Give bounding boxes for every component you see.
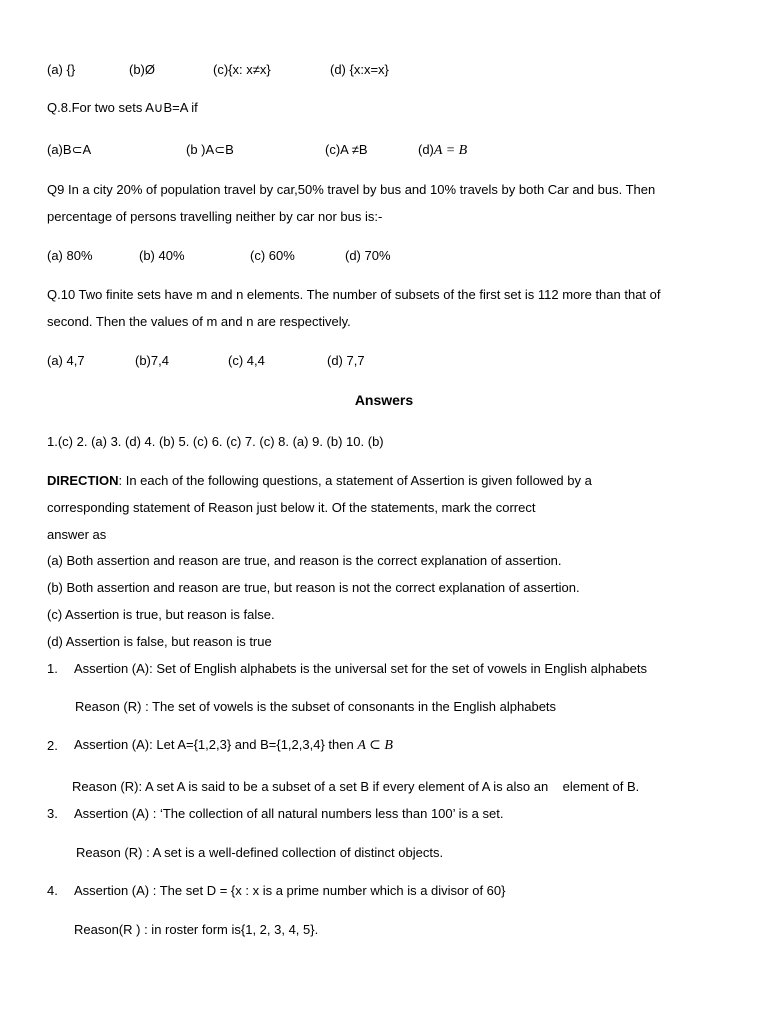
q10-question-line1: Q.10 Two finite sets have m and n elements. The number of subsets of the first set is 112 more than that of [47, 287, 661, 302]
direction-line1 [47, 473, 592, 488]
q8-option-d [418, 142, 467, 159]
q9-option-c: (c) 60% [250, 248, 295, 263]
q7-option-a: (a) {} [47, 62, 76, 77]
q10-option-b: (b)7,4 [135, 353, 169, 368]
direction-option-a: (a) Both assertion and reason are true, and reason is the correct explanation of assertion. [47, 553, 562, 568]
ar-1-reason: Reason (R) : The set of vowels is the subset of consonants in the English alphabets [75, 699, 557, 714]
ar-2-number: 2. [47, 738, 58, 753]
q10-question-line2: second. Then the values of m and n are respectively. [47, 314, 351, 329]
q8-option-d-prefix: (d) [418, 142, 434, 157]
q7-option-d: (d) {x:x=x} [330, 62, 389, 77]
ar-3-number: 3. [47, 806, 58, 821]
ar-4-reason: Reason(R ) : in roster form is{1, 2, 3, 4, 5}. [74, 922, 319, 937]
ar-3-reason: Reason (R) : A set is a well-defined collection of distinct objects. [76, 845, 444, 860]
q10-option-d: (d) 7,7 [327, 353, 365, 368]
ar-1-assertion: Assertion (A): Set of English alphabets is the universal set for the set of vowels in English alphabets [74, 661, 648, 676]
q7-option-c: (c){x: x≠x} [213, 62, 271, 77]
answers-list: 1.(c) 2. (a) 3. (d) 4. (b) 5. (c) 6. (c) 7. (c) 8. (a) 9. (b) 10. (b) [47, 434, 384, 449]
direction-option-d: (d) Assertion is false, but reason is true [47, 634, 272, 649]
q9-option-b: (b) 40% [139, 248, 185, 263]
q8-question: Q.8.For two sets A∪B=A if [47, 100, 198, 115]
ar-2-assertion: Assertion (A): Let A={1,2,3} and B={1,2,3,4} then [74, 737, 354, 752]
q9-question-line1: Q9 In a city 20% of population travel by car,50% travel by bus and 10% travels by both Car and bus. Then [47, 182, 656, 197]
answers-heading: Answers [354, 392, 414, 408]
q8-option-d-math: A = B [433, 143, 468, 158]
direction-line2: corresponding statement of Reason just below it. Of the statements, mark the correct [47, 500, 536, 515]
q9-option-d: (d) 70% [345, 248, 391, 263]
ar-4-number: 4. [47, 883, 58, 898]
direction-line3: answer as [47, 527, 107, 542]
q8-option-a: (a)B⊂A [47, 142, 92, 157]
ar-2-assertion-math: A ⊂ B [357, 738, 393, 753]
q8-option-b: (b )A⊂B [186, 142, 234, 157]
ar-2-reason: Reason (R): A set A is said to be a subset of a set B if every element of A is also an element of B. [72, 779, 640, 794]
q7-option-b: (b)Ø [129, 62, 155, 77]
direction-line1-text: : In each of the following questions, a statement of Assertion is given followed by a [118, 473, 592, 488]
ar-2-assertion-line [74, 737, 393, 754]
q9-option-a: (a) 80% [47, 248, 93, 263]
ar-4-assertion: Assertion (A) : The set D = {x : x is a prime number which is a divisor of 60} [74, 883, 506, 898]
direction-label: DIRECTION [47, 473, 119, 488]
direction-option-c: (c) Assertion is true, but reason is false. [47, 607, 275, 622]
direction-option-b: (b) Both assertion and reason are true, but reason is not the correct explanation of assertion. [47, 580, 580, 595]
q9-question-line2: percentage of persons travelling neither by car nor bus is:- [47, 209, 383, 224]
q10-option-c: (c) 4,4 [228, 353, 265, 368]
q8-option-c: (c)A ≠B [325, 142, 368, 157]
ar-1-number: 1. [47, 661, 58, 676]
q10-option-a: (a) 4,7 [47, 353, 85, 368]
ar-3-assertion: Assertion (A) : ‘The collection of all natural numbers less than 100’ is a set. [74, 806, 504, 821]
